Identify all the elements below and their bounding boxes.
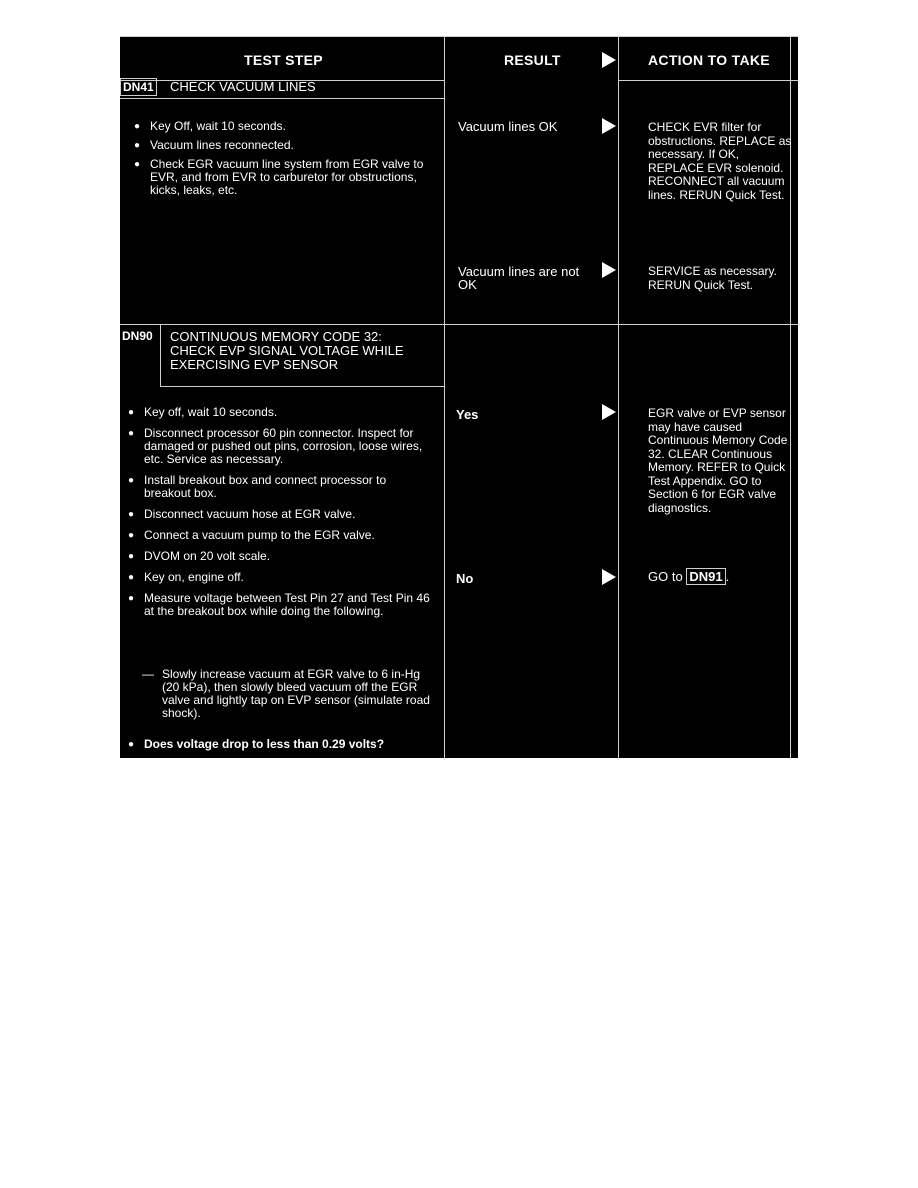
- dn90-no-arrow-icon: [602, 569, 616, 585]
- dn90-action-no: [648, 570, 798, 584]
- dn90-step: ● DVOM on 20 volt scale.: [128, 550, 432, 563]
- dn41-code: DN41: [120, 78, 157, 96]
- dn90-yes-arrow-icon: [602, 404, 616, 420]
- dn90-title-line: EXERCISING EVP SENSOR: [170, 357, 339, 372]
- dn41-title: CHECK VACUUM LINES: [170, 79, 316, 94]
- dn41-result-ok: Vacuum lines OK: [458, 119, 558, 134]
- diagnostic-table: [120, 36, 798, 758]
- dn90-action-yes: EGR valve or EVP sensor may have caused Continuous Memory Code 32. CLEAR Continuous Memory. REFER to Quick Test Appendix. GO to Section 6 for EGR valve diagnostics.: [648, 406, 788, 515]
- col-divider-2: [618, 36, 619, 758]
- dn90-title: [170, 330, 404, 372]
- dn90-title-line: CHECK EVP SIGNAL VOLTAGE WHILE: [170, 343, 404, 358]
- header-action: ACTION TO TAKE: [648, 52, 770, 68]
- dn90-code: DN90: [122, 329, 153, 343]
- dn90-question-list: [128, 738, 438, 751]
- dn90-substep-dash: —: [142, 667, 154, 681]
- dn41-action-ok: CHECK EVR filter for obstructions. REPLACE as necessary. If OK, REPLACE EVR solenoid. RECONNECT all vacuum lines. RERUN Quick Test.: [648, 120, 792, 202]
- header-test-step: TEST STEP: [244, 52, 323, 68]
- dn90-question: ● Does voltage drop to less than 0.29 volts?: [128, 738, 438, 751]
- header-arrow-icon: [602, 52, 616, 68]
- dn90-substep-text: Slowly increase vacuum at EGR valve to 6 in-Hg (20 kPa), then slowly bleed vacuum off the EGR valve and lightly tap on EVP sensor (simulate road shock).: [162, 667, 430, 720]
- section-divider: [120, 324, 798, 325]
- top-border: [120, 36, 798, 37]
- dn90-substep: [128, 668, 432, 720]
- dn90-action-no-prefix: GO to: [648, 569, 683, 584]
- dn41-result-not-ok: Vacuum lines are not OK: [458, 264, 580, 292]
- dn90-step: ● Key on, engine off.: [128, 571, 432, 584]
- header-rule-action: [618, 80, 798, 81]
- dn90-title-rule: [160, 386, 444, 387]
- dn41-not-ok-arrow-icon: [602, 262, 616, 278]
- dn90-step: ● Connect a vacuum pump to the EGR valve.: [128, 529, 432, 542]
- dn90-step: ● Measure voltage between Test Pin 27 and Test Pin 46 at the breakout box while doing the following.: [128, 592, 432, 618]
- dn41-ok-arrow-icon: [602, 118, 616, 134]
- dn91-reference: DN91: [686, 568, 725, 585]
- dn90-title-line: CONTINUOUS MEMORY CODE 32:: [170, 329, 382, 344]
- dn90-step: ● Key off, wait 10 seconds.: [128, 406, 432, 419]
- dn90-step: ● Disconnect processor 60 pin connector. Inspect for damaged or pushed out pins, corrosion, loose wires, etc. Service as necessary.: [128, 427, 432, 466]
- dn90-action-no-suffix: .: [725, 569, 730, 584]
- dn41-title-rule: [120, 98, 444, 99]
- dn90-step: ● Disconnect vacuum hose at EGR valve.: [128, 508, 432, 521]
- dn41-step: ● Check EGR vacuum line system from EGR valve to EVR, and from EVR to carburetor for obstructions, kicks, leaks, etc.: [134, 158, 434, 197]
- dn90-code-divider: [160, 324, 161, 386]
- dn41-steps: [134, 120, 434, 197]
- col-divider-1: [444, 36, 445, 758]
- dn41-step: ● Key Off, wait 10 seconds.: [134, 120, 434, 133]
- dn90-result-yes: Yes: [456, 407, 479, 422]
- dn90-step: ● Install breakout box and connect processor to breakout box.: [128, 474, 432, 500]
- dn90-result-no: No: [456, 571, 474, 586]
- header-result: RESULT: [504, 52, 561, 68]
- dn90-steps: [128, 406, 432, 626]
- dn41-action-not-ok: SERVICE as necessary. RERUN Quick Test.: [648, 264, 777, 292]
- dn41-step: ● Vacuum lines reconnected.: [134, 139, 434, 152]
